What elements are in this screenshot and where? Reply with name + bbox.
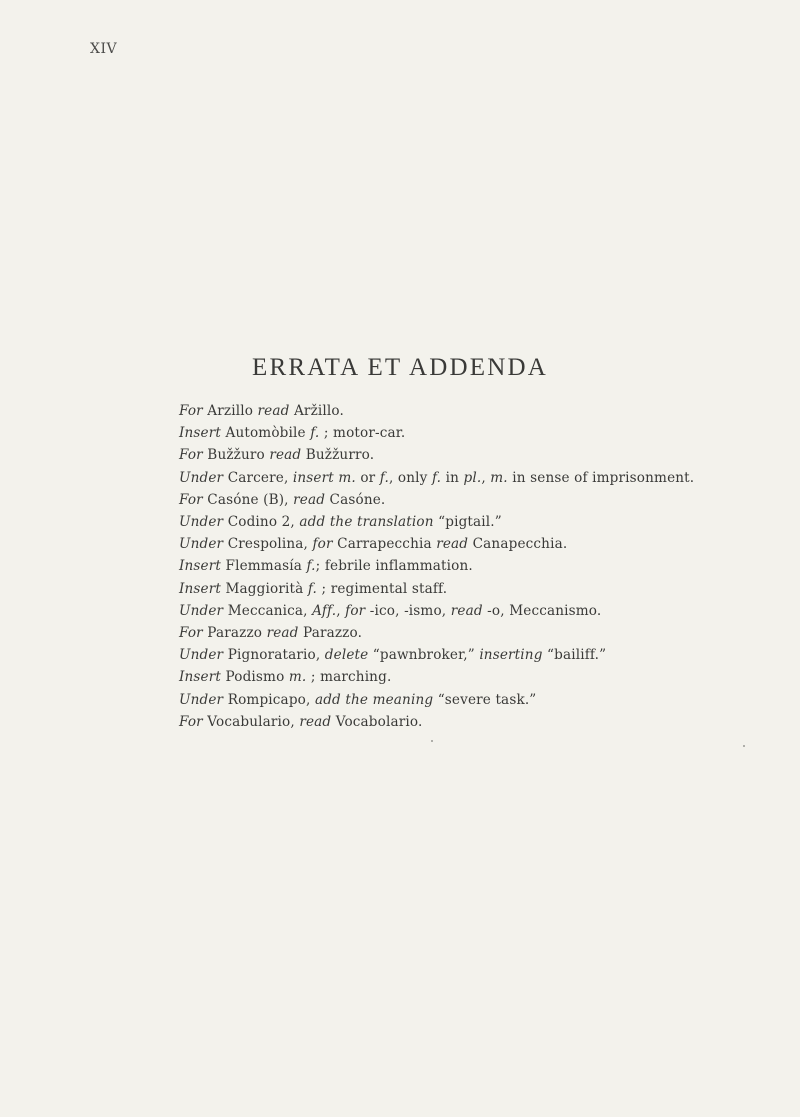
- entry-segment: ; motor-car.: [319, 425, 406, 442]
- entry-segment: Carrapecchia: [332, 536, 437, 553]
- entry-segment: Casóne (B),: [202, 491, 294, 508]
- entry-segment: m.: [288, 669, 307, 686]
- entry-segment: Carcere,: [223, 469, 293, 486]
- entry-segment: Arzillo: [202, 403, 258, 419]
- entry-segment: read: [257, 403, 290, 419]
- entry-segment: Aff.: [312, 602, 337, 619]
- entry-segment: Pignoratario,: [223, 647, 325, 664]
- entry-segment: Meccanica,: [223, 602, 313, 619]
- paper-speck: [743, 745, 745, 747]
- errata-entry: [179, 467, 739, 489]
- entry-segment: ; regimental staff.: [317, 580, 448, 597]
- entry-segment: Insert: [179, 558, 222, 575]
- entry-segment: Insert: [179, 580, 222, 597]
- entry-segment: Under: [179, 602, 224, 619]
- entry-segment: add the meaning: [314, 691, 434, 708]
- entry-segment: Under: [179, 536, 224, 553]
- entry-segment: For: [179, 447, 203, 464]
- entry-segment: Under: [179, 469, 224, 486]
- page-title: ERRATA ET ADDENDA: [251, 354, 549, 381]
- entry-segment: Bužžuro: [202, 447, 270, 464]
- entry-segment: m.: [490, 469, 508, 486]
- entry-segment: Insert: [179, 669, 222, 686]
- entry-segment: delete: [324, 647, 369, 664]
- entry-segment: read: [266, 625, 299, 642]
- entry-segment: in: [441, 469, 464, 486]
- entry-segment: ,: [336, 602, 346, 619]
- entry-segment: inserting: [479, 647, 543, 664]
- entry-segment: Flemmasía: [221, 558, 307, 575]
- entry-segment: Maggiorità: [221, 580, 308, 597]
- errata-entry: [179, 711, 739, 733]
- errata-entry: [179, 489, 739, 511]
- entry-segment: read: [450, 602, 483, 619]
- entry-segment: Codino 2,: [223, 514, 300, 531]
- entry-segment: For: [179, 403, 203, 419]
- entry-segment: Rompicapo,: [223, 691, 315, 708]
- entry-segment: Vocabolario.: [331, 713, 423, 730]
- errata-entry: [179, 511, 739, 533]
- entry-segment: Insert: [179, 425, 222, 442]
- entry-segment: Crespolina,: [223, 536, 313, 553]
- entry-segment: insert m.: [292, 469, 356, 486]
- entry-segment: Casóne.: [325, 491, 386, 508]
- entry-segment: add the translation: [299, 514, 434, 531]
- entry-segment: f.: [379, 469, 389, 486]
- errata-entry: [179, 600, 739, 622]
- errata-entry: [179, 622, 739, 644]
- entry-segment: f.: [306, 558, 316, 575]
- errata-entry: [179, 422, 739, 444]
- errata-entry: [179, 533, 739, 555]
- entry-segment: -ico, -ismo,: [365, 602, 451, 619]
- entry-segment: For: [179, 713, 203, 730]
- entry-segment: ,: [481, 469, 491, 486]
- entry-segment: Canapecchia.: [468, 536, 568, 553]
- entry-segment: f.: [307, 580, 318, 597]
- errata-entry: [179, 444, 739, 466]
- entry-segment: Under: [179, 514, 224, 531]
- entry-segment: Parazzo: [202, 625, 267, 642]
- entry-segment: Under: [179, 691, 224, 708]
- entry-segment: read: [293, 491, 326, 508]
- entry-segment: “bailiff.”: [542, 647, 607, 664]
- entry-segment: read: [436, 536, 469, 553]
- entry-segment: Aržillo.: [289, 403, 344, 419]
- paper-speck: [431, 740, 433, 742]
- entry-segment: Parazzo.: [298, 625, 363, 642]
- entry-segment: read: [299, 713, 332, 730]
- entry-segment: , only: [388, 469, 432, 486]
- entry-segment: “pawnbroker,”: [368, 647, 480, 664]
- entry-segment: ; febrile inflammation.: [315, 558, 473, 575]
- entry-segment: f.: [310, 425, 320, 442]
- entry-segment: ; marching.: [306, 669, 392, 686]
- entry-segment: f.: [431, 469, 442, 486]
- entry-segment: For: [179, 491, 203, 508]
- entry-segment: Automòbile: [221, 425, 311, 442]
- entry-segment: Vocabulario,: [202, 713, 300, 730]
- entry-segment: pl.: [463, 469, 482, 486]
- errata-entry: [179, 666, 739, 688]
- entry-segment: -o, Meccanismo.: [482, 602, 602, 619]
- errata-entry: [179, 578, 739, 600]
- entry-segment: in sense of imprisonment.: [507, 469, 695, 486]
- errata-entry: [179, 400, 739, 422]
- entry-segment: For: [179, 625, 203, 642]
- entry-segment: for: [312, 536, 333, 553]
- errata-entry: [179, 555, 739, 577]
- errata-entry: [179, 644, 739, 666]
- entry-segment: Podismo: [221, 669, 289, 686]
- entry-segment: Under: [179, 647, 224, 664]
- entry-segment: “pigtail.”: [433, 514, 502, 531]
- entry-segment: read: [269, 447, 302, 464]
- page-number: XIV: [90, 41, 118, 57]
- errata-list: [179, 400, 739, 733]
- entry-segment: Bužžurro.: [301, 447, 375, 464]
- errata-entry: [179, 689, 739, 711]
- entry-segment: “severe task.”: [433, 691, 537, 708]
- entry-segment: or: [355, 469, 380, 486]
- entry-segment: for: [345, 602, 366, 619]
